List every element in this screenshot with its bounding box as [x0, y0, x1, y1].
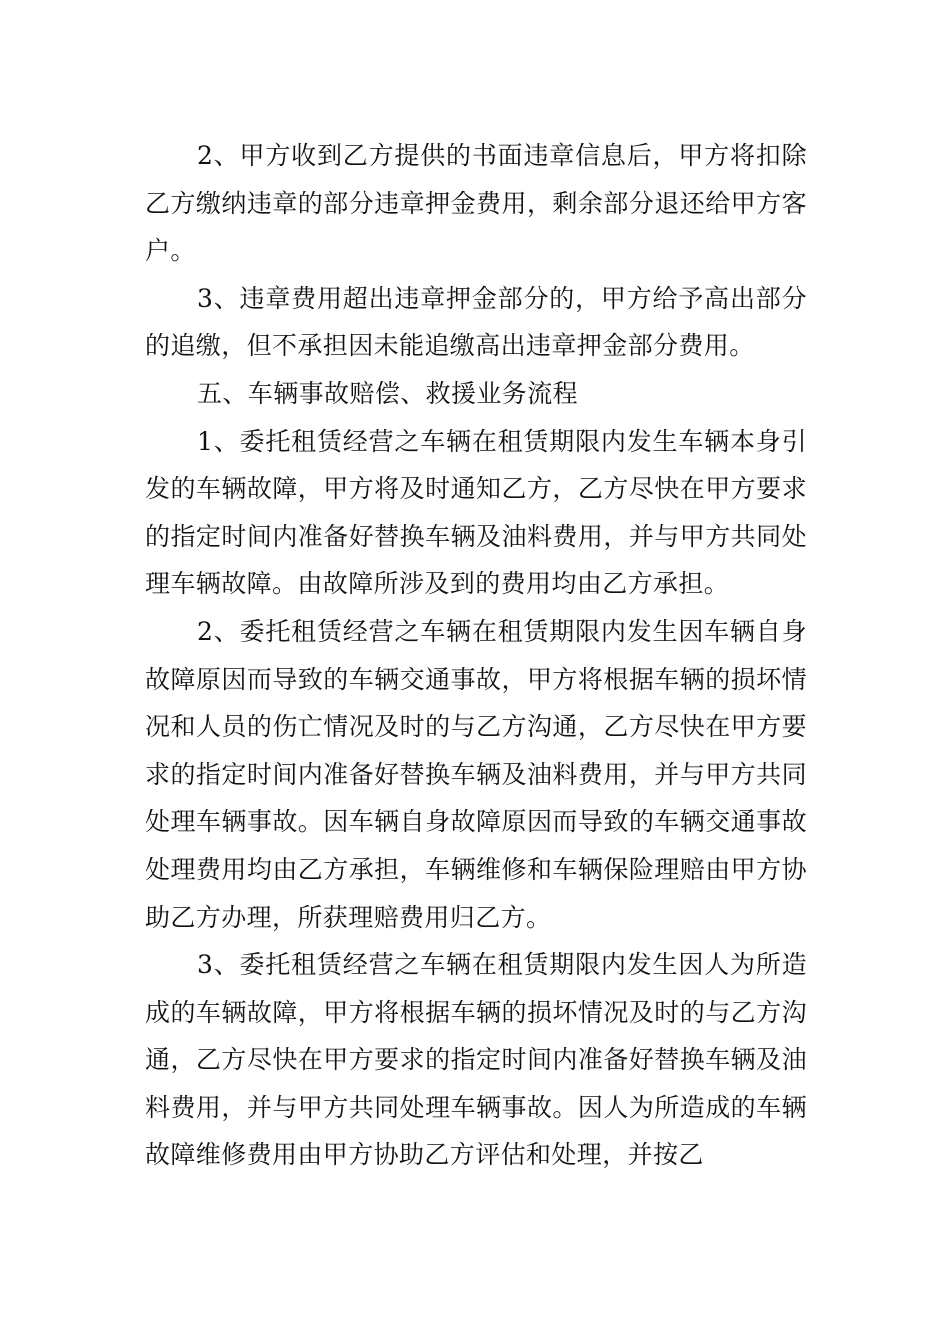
section-heading-accident-process: 五、车辆事故赔偿、救援业务流程 [197, 378, 579, 408]
paragraph-fault-accident: 2、委托租赁经营之车辆在租赁期限内发生因车辆自身故障原因而导致的车辆交通事故，甲方将根据车辆的损坏情况和人员的伤亡情况及时的与乙方沟通，乙方尽快在甲方要求的指定时间内准备好替换车辆及油料费用，并与甲方共同处理车辆事故。因车辆自身故障原因而导致的车辆交通事故处理费用均由乙方承担，车辆维修和车辆保险理赔由甲方协助乙方办理，所获理赔费用归乙方。 [145, 616, 807, 932]
paragraph-violation-excess: 3、违章费用超出违章押金部分的，甲方给予高出部分的追缴，但不承担因未能追缴高出违章押金部分费用。 [145, 283, 807, 361]
paragraph-human-fault: 3、委托租赁经营之车辆在租赁期限内发生因人为所造成的车辆故障，甲方将根据车辆的损坏情况及时的与乙方沟通，乙方尽快在甲方要求的指定时间内准备好替换车辆及油料费用，并与甲方共同处理车辆事故。因人为所造成的车辆故障维修费用由甲方协助乙方评估和处理，并按乙 [145, 950, 807, 1170]
paragraph-vehicle-fault: 1、委托租赁经营之车辆在租赁期限内发生车辆本身引发的车辆故障，甲方将及时通知乙方，乙方尽快在甲方要求的指定时间内准备好替换车辆及油料费用，并与甲方共同处理车辆故障。由故障所涉及到的费用均由乙方承担。 [145, 426, 807, 599]
paragraph-violation-deduction: 2、甲方收到乙方提供的书面违章信息后，甲方将扣除乙方缴纳违章的部分违章押金费用，剩余部分退还给甲方客户。 [145, 141, 807, 266]
document-body [145, 132, 807, 1179]
